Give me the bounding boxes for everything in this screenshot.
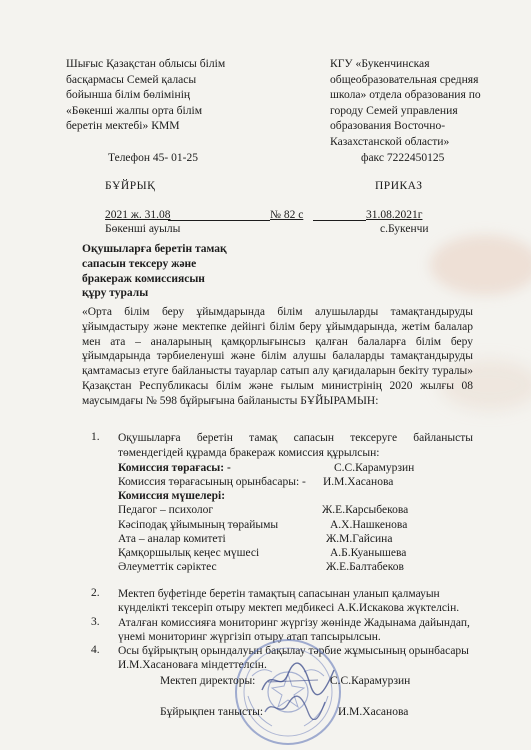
header-right-line: образования Восточно- — [330, 119, 446, 132]
fax-number: факс 7222450125 — [361, 152, 445, 164]
header-left-line: «Бөкенші жалпы орта білім — [66, 103, 203, 117]
member-name: Ж.Е.Карсыбекова — [322, 504, 409, 516]
item-number: 2. — [91, 587, 100, 599]
phone-number: Телефон 45- 01-25 — [108, 152, 198, 164]
item-3-line: Аталған комиссияға мониторинг жүргізу жөнінде Жадынама дайындап, — [118, 617, 470, 629]
director-name: С.С.Карамурзин — [330, 675, 411, 687]
order-date-kz: 2021 ж. 31.08 — [105, 209, 171, 221]
subject-line: құру туралы — [82, 287, 149, 300]
place-kz: Бөкенші ауылы — [105, 223, 181, 235]
order-subject — [82, 242, 227, 301]
item-2-line: күнделікті тексеріп отыру мектеп медбикесі А.К.Искакова жүктелсін. — [118, 602, 460, 614]
item-number: 3. — [91, 616, 100, 628]
director-label: Мектеп директоры: — [160, 675, 256, 687]
paper-stain — [430, 235, 531, 295]
chair-name: С.С.Карамурзин — [334, 462, 415, 474]
header-left-line: беретін мектебі» КММ — [66, 119, 180, 132]
order-number: № 82 с — [270, 209, 304, 221]
member-role: Педагог – психолог — [118, 504, 214, 516]
chair-label: Комиссия төрағасы: - — [118, 462, 231, 474]
item-2-line: Мектеп буфетінде беретін тамақтың сапасынан уланып қалмауын — [118, 588, 440, 600]
subject-line: сапасын тексеру және — [82, 257, 197, 270]
header-right-line: общеобразовательная средняя — [330, 72, 479, 86]
header-left-line: Шығыс Қазақстан облысы білім — [66, 57, 226, 70]
order-title-kz: БҰЙРЫҚ — [105, 180, 156, 192]
header-left-line: бойынша білім бөлімінің — [66, 88, 191, 101]
order-date-ru: 31.08.2021г — [366, 209, 423, 221]
item-number: 4. — [91, 644, 100, 656]
member-role: Әлеуметтік сәріктес — [118, 561, 217, 573]
member-name: Ж.Е.Балтабеков — [326, 561, 404, 573]
deputy-label: Комиссия төрағасының орынбасары: - — [118, 476, 306, 488]
header-left-line: басқармасы Семей қаласы — [66, 72, 197, 86]
ack-label: Бұйрықпен танысты: — [160, 706, 264, 718]
place-ru: с.Букенчи — [380, 223, 429, 235]
ack-name: И.М.Хасанова — [338, 706, 409, 718]
item-4-line: Осы бұйрықтың орындалуын бақылау тәрбие жұмысының орынбасары — [118, 645, 469, 657]
date-underline — [168, 220, 270, 221]
member-name: А.Б.Куанышева — [330, 547, 407, 559]
order-title-ru: ПРИКАЗ — [375, 180, 423, 192]
member-name: Ж.М.Гайсина — [326, 533, 393, 545]
item-4-line: И.М.Хасановаға міндеттелсін. — [118, 659, 267, 671]
header-right-line: городу Семей управления — [330, 103, 458, 117]
item-3-line: үнемі мониторинг жүргізіп отыру атап тапсырылсын. — [118, 631, 381, 643]
date-underline — [313, 220, 366, 221]
header-right-line: школа» отдела образования по — [330, 88, 481, 101]
item-1-text: Оқушыларға беретін тамақ сапасын тексеруге байланысты төмендегідей құрамда бракераж комиссия құрылсын: — [118, 432, 473, 459]
member-role: Қамқоршылық кеңес мүшесі — [118, 547, 260, 559]
header-right — [330, 56, 530, 149]
member-role: Кәсіподақ ұйымының төрайымы — [118, 519, 279, 531]
members-heading: Комиссия мүшелері: — [118, 490, 226, 502]
subject-line: Оқушыларға беретін тамақ — [82, 243, 227, 255]
item-number: 1. — [91, 431, 100, 443]
header-right-line: КГУ «Букенчинская — [330, 57, 430, 70]
subject-line: бракераж комиссиясын — [82, 272, 205, 285]
ack-signature — [262, 694, 328, 720]
header-right-line: Казахстанской области» — [330, 134, 450, 148]
preamble-paragraph: «Орта білім беру ұйымдарында білім алушыларды тамақтандыруды ұйымдастыру және мектепке дейінгі білім беру ұйымдарында, жетім балалар мен ата – аналарының қамқорлығынсыз қалған балаларға білім беру ұйымдарында тәрбиеленуші және білім алушы балаларды тамақтандыруды қамтамасыз етуге байланысты тауарлар сатып алу қағидаларын бекіту туралы» Қазақстан Республикасы білім және ғылым министрінің 2020 жылғы 08 маусымдағы № 598 бұйрығына байланысты БҰЙЫРАМЫН: — [82, 306, 473, 407]
member-name: А.Х.Нашкенова — [330, 519, 408, 531]
deputy-name: И.М.Хасанова — [323, 476, 394, 488]
member-role: Ата – аналар комитеті — [118, 533, 226, 545]
header-left — [66, 56, 266, 134]
